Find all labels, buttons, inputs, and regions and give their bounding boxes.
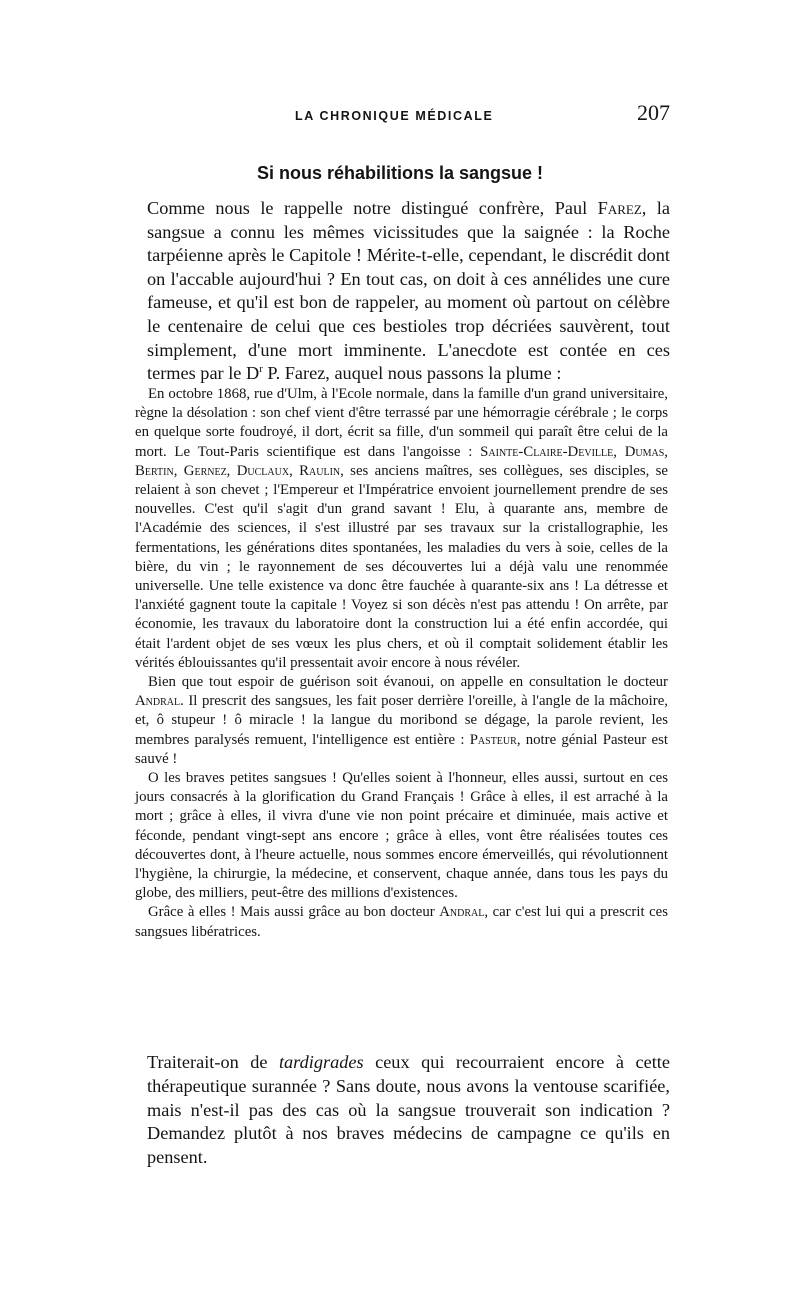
doctor-name-andral-2: Andral bbox=[439, 904, 485, 921]
intro-text-c: P. Farez, auquel nous passons la plume : bbox=[262, 363, 562, 384]
closing-emphasis: tardigrades bbox=[278, 1052, 364, 1072]
closing-text-a: Traiterait-on de bbox=[147, 1052, 279, 1072]
article-title: Si nous réhabilitions la sangsue ! bbox=[256, 163, 544, 183]
scientist-names: Sainte-Claire-Deville, Dumas, Bertin, Gernez, Duclaux, Raulin bbox=[135, 443, 668, 479]
intro-text-b: , la sangsue a connu les mêmes vicissitudes que la saignée : la Roche tarpéienne après le Capitole ! Mérite-t-elle, cependant, le discrédit dont on l'accable aujourd'hui ? En tout cas, on doit à ces annélides une cure fameuse, et qu'il est bon de rappeler, au moment où partout on célèbre le centenaire de celui que ces bestioles trop décriées sauvèrent, tout simplement, d'une mort imminente. L'anecdote est contée en ces termes par le D bbox=[147, 198, 670, 384]
quote-p1-text-a: En octobre 1868, rue d'Ulm, à l'Ecole normale, dans la famille d'un grand universitaire, règne la désolation : son chef vient d'être terrassé par une hémorragie cérébrale ; le corps en quelque sorte foudroyé, il dort, écrit sa fille, d'un sommeil qui paraît être celui de la mort. Le Tout-Paris scientifique est dans l'angoisse : bbox=[135, 386, 668, 460]
quote-p2-text-c: , notre génial Pasteur est sauvé ! bbox=[135, 731, 668, 767]
running-head: LA CHRONIQUE MÉDICALE bbox=[295, 109, 494, 123]
quote-p4-text-a: Grâce à elles ! Mais aussi grâce au bon docteur bbox=[148, 904, 440, 921]
quote-p2-text-b: . Il prescrit des sangsues, les fait poser derrière l'oreille, à l'angle de la mâchoire, et, ô stupeur ! ô miracle ! la langue du moribond se dégage, la parole revient, les membres paralysés remuent, l'intelligence est entière : bbox=[135, 693, 668, 748]
doctor-superscript: r bbox=[259, 363, 263, 376]
page-number: 207 bbox=[637, 100, 670, 125]
quote-paragraph-1 bbox=[135, 385, 668, 673]
quote-p2-text-a: Bien que tout espoir de guérison soit évanoui, on appelle en consultation le docteur bbox=[148, 674, 668, 691]
doctor-name-andral: Andral bbox=[135, 693, 181, 710]
quoted-passage bbox=[135, 385, 668, 942]
page-header bbox=[145, 100, 670, 130]
closing-paragraph bbox=[147, 1051, 670, 1170]
quote-paragraph-2 bbox=[135, 673, 668, 769]
intro-text-a: Comme nous le rappelle notre distingué confrère, Paul bbox=[147, 198, 598, 218]
intro-paragraph bbox=[147, 197, 670, 386]
closing-text-b: ceux qui recourraient encore à cette thérapeutique surannée ? Sans doute, nous avons la ventouse scarifiée, mais n'est-il pas des cas où la sangsue trouverait son indication ? Demandez plutôt à nos braves médecins de campagne ce qu'ils en pensent. bbox=[147, 1052, 670, 1168]
name-pasteur: Pasteur bbox=[469, 731, 517, 748]
quote-paragraph-4 bbox=[135, 903, 668, 941]
quote-p4-text-b: , car c'est lui qui a prescrit ces sangsues libératrices. bbox=[135, 904, 668, 940]
quote-p1-text-b: , ses anciens maîtres, ses collègues, ses disciples, se relaient à son chevet ; l'Empereur et l'Impératrice envoient journellement prendre de ses nouvelles. C'est qu'il s'agit d'un grand savant ! Elu, à quarante ans, membre de l'Académie des sciences, il s'est illustré par ses travaux sur la cristallographie, les fermentations, les générations dites spontanées, les maladies du vers à soie, celles de la bière, du vin ; le rayonnement de ses découvertes lui a déjà valu une renommée universelle. Une telle existence va donc être fauchée à quarante-six ans ! La détresse et l'anxiété gagnent toute la capitale ! Voyez si son décès n'est pas attendu ! On arrête, par économie, les travaux du laboratoire dont la construction lui a été enfin accordée, qui était l'ardent objet de ses vœux les plus chers, et où il comptait solidement établir les vérités éblouissantes qu'il pressentait avoir encore à nous révéler. bbox=[135, 462, 668, 671]
quote-paragraph-3: O les braves petites sangsues ! Qu'elles soient à l'honneur, elles aussi, surtout en ces jours consacrés à la glorification du Grand Français ! Grâce à elles, il est arraché à la mort ; grâce à elles, il vivra d'une vie non point précaire et diminuée, mais active et féconde, pendant vingt-sept ans encore ; grâce à elles, vont être réalisées toutes ces découvertes dont, à l'heure actuelle, nous sommes encore émerveillés, qui révolutionnent l'hygiène, la chirurgie, la médecine, et conservent, chaque année, dans tous les pays du globe, des milliers, peut-être des millions d'existences. bbox=[135, 770, 668, 902]
author-name-farez: Farez bbox=[597, 198, 642, 218]
